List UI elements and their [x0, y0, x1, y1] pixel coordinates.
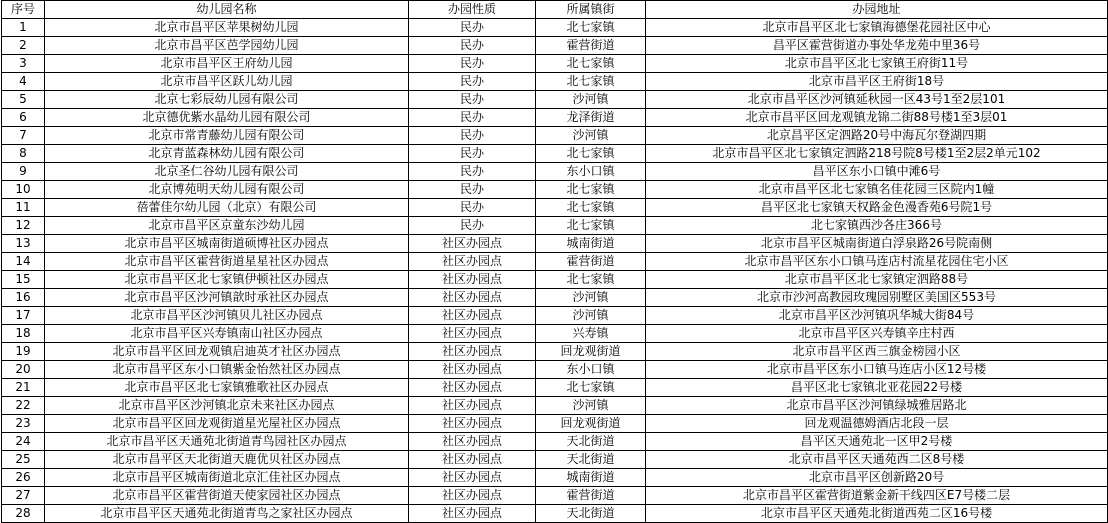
cell-address: 北京市昌平区北七家镇定泗路88号: [646, 271, 1108, 289]
cell-kindergarten-name: 北京市昌平区兴寿镇南山社区办园点: [45, 325, 409, 343]
cell-index: 24: [2, 433, 45, 451]
cell-index: 16: [2, 289, 45, 307]
cell-kindergarten-name: 北京市昌平区霍营街道天使家园社区办园点: [45, 487, 409, 505]
cell-town-street: 北七家镇: [536, 73, 646, 91]
cell-kindergarten-name: 北京市昌平区沙河镇歆时承社区办园点: [45, 289, 409, 307]
header-row: [2, 1, 1108, 19]
cell-town-street: 沙河镇: [536, 397, 646, 415]
cell-type: 社区办园点: [409, 469, 536, 487]
table-row: [2, 307, 1108, 325]
cell-kindergarten-name: 蓓蕾佳尔幼儿园（北京）有限公司: [45, 199, 409, 217]
cell-index: 6: [2, 109, 45, 127]
cell-town-street: 北七家镇: [536, 271, 646, 289]
table-row: [2, 451, 1108, 469]
cell-address: 北京市昌平区北七家镇王府街11号: [646, 55, 1108, 73]
cell-kindergarten-name: 北京市昌平区天通苑北街道青鸟园社区办园点: [45, 433, 409, 451]
cell-type: 社区办园点: [409, 379, 536, 397]
cell-kindergarten-name: 北京市昌平区北七家镇伊顿社区办园点: [45, 271, 409, 289]
header-type: 办园性质: [409, 1, 536, 19]
table-row: [2, 181, 1108, 199]
cell-kindergarten-name: 北京青蓝森林幼儿园有限公司: [45, 145, 409, 163]
cell-address: 北京市昌平区沙河镇延秋园一区43号1至2层101: [646, 91, 1108, 109]
cell-kindergarten-name: 北京德优紫水晶幼儿园有限公司: [45, 109, 409, 127]
cell-town-street: 回龙观街道: [536, 415, 646, 433]
cell-town-street: 东小口镇: [536, 361, 646, 379]
cell-address: 北京市昌平区天通苑西二区8号楼: [646, 451, 1108, 469]
cell-town-street: 霍营街道: [536, 253, 646, 271]
cell-index: 12: [2, 217, 45, 235]
table-row: [2, 253, 1108, 271]
cell-index: 3: [2, 55, 45, 73]
cell-kindergarten-name: 北京市昌平区东小口镇紫金怡然社区办园点: [45, 361, 409, 379]
cell-town-street: 城南街道: [536, 469, 646, 487]
cell-kindergarten-name: 北京市昌平区天通苑北街道青鸟之家社区办园点: [45, 505, 409, 523]
cell-town-street: 天北街道: [536, 433, 646, 451]
cell-kindergarten-name: 北京博苑明天幼儿园有限公司: [45, 181, 409, 199]
cell-type: 社区办园点: [409, 397, 536, 415]
cell-town-street: 天北街道: [536, 451, 646, 469]
table-row: [2, 469, 1108, 487]
table-row: [2, 379, 1108, 397]
cell-town-street: 城南街道: [536, 235, 646, 253]
table-row: [2, 73, 1108, 91]
cell-address: 北京市昌平区北七家镇海德堡花园社区中心: [646, 19, 1108, 37]
table-row: [2, 109, 1108, 127]
cell-town-street: 北七家镇: [536, 55, 646, 73]
cell-type: 民办: [409, 91, 536, 109]
kindergarten-table: [1, 0, 1108, 523]
cell-index: 18: [2, 325, 45, 343]
cell-index: 11: [2, 199, 45, 217]
table-body: [2, 19, 1108, 523]
cell-address: 北京市昌平区天通苑北街道西苑二区16号楼: [646, 505, 1108, 523]
cell-kindergarten-name: 北京市昌平区天北街道天鹿优贝社区办园点: [45, 451, 409, 469]
table-row: [2, 217, 1108, 235]
cell-type: 社区办园点: [409, 487, 536, 505]
cell-type: 社区办园点: [409, 343, 536, 361]
cell-address: 昌平区霍营街道办事处华龙苑中里36号: [646, 37, 1108, 55]
header-kindergarten-name: 幼儿园名称: [45, 1, 409, 19]
cell-town-street: 东小口镇: [536, 163, 646, 181]
table-row: [2, 37, 1108, 55]
cell-address: 回龙观温德姆酒店北段一层: [646, 415, 1108, 433]
cell-type: 民办: [409, 145, 536, 163]
header-address: 办园地址: [646, 1, 1108, 19]
table-row: [2, 289, 1108, 307]
cell-address: 昌平区天通苑北一区甲2号楼: [646, 433, 1108, 451]
table-row: [2, 343, 1108, 361]
cell-index: 8: [2, 145, 45, 163]
cell-type: 民办: [409, 55, 536, 73]
cell-kindergarten-name: 北京市昌平区城南街道北京汇佳社区办园点: [45, 469, 409, 487]
cell-index: 5: [2, 91, 45, 109]
table-row: [2, 55, 1108, 73]
cell-index: 15: [2, 271, 45, 289]
cell-address: 北京市昌平区回龙观镇龙锦二街88号楼1至3层01: [646, 109, 1108, 127]
cell-address: 北京市昌平区北七家镇名佳花园三区院内1幢: [646, 181, 1108, 199]
cell-type: 民办: [409, 217, 536, 235]
cell-address: 北京市昌平区北七家镇定泗路218号院8号楼1至2层2单元102: [646, 145, 1108, 163]
header-index: 序号: [2, 1, 45, 19]
table-row: [2, 163, 1108, 181]
cell-index: 17: [2, 307, 45, 325]
cell-type: 社区办园点: [409, 289, 536, 307]
cell-town-street: 北七家镇: [536, 181, 646, 199]
cell-town-street: 龙泽街道: [536, 109, 646, 127]
cell-index: 20: [2, 361, 45, 379]
cell-kindergarten-name: 北京市昌平区沙河镇北京未来社区办园点: [45, 397, 409, 415]
cell-index: 27: [2, 487, 45, 505]
cell-kindergarten-name: 北京市昌平区芭学园幼儿园: [45, 37, 409, 55]
cell-kindergarten-name: 北京市昌平区沙河镇贝儿社区办园点: [45, 307, 409, 325]
cell-index: 22: [2, 397, 45, 415]
cell-index: 19: [2, 343, 45, 361]
table-row: [2, 397, 1108, 415]
cell-town-street: 北七家镇: [536, 145, 646, 163]
cell-town-street: 沙河镇: [536, 307, 646, 325]
cell-type: 社区办园点: [409, 253, 536, 271]
cell-type: 民办: [409, 109, 536, 127]
cell-type: 社区办园点: [409, 433, 536, 451]
table-row: [2, 415, 1108, 433]
cell-kindergarten-name: 北京市昌平区苹果树幼儿园: [45, 19, 409, 37]
cell-index: 26: [2, 469, 45, 487]
cell-address: 昌平区北七家镇天权路金色漫香苑6号院1号: [646, 199, 1108, 217]
cell-type: 民办: [409, 199, 536, 217]
table-row: [2, 487, 1108, 505]
cell-kindergarten-name: 北京市昌平区王府幼儿园: [45, 55, 409, 73]
cell-address: 北京市沙河高教园玫瑰园别墅区美国区553号: [646, 289, 1108, 307]
table-row: [2, 145, 1108, 163]
cell-town-street: 北七家镇: [536, 19, 646, 37]
cell-kindergarten-name: 北京市昌平区城南街道硕博社区办园点: [45, 235, 409, 253]
cell-address: 北京市昌平区王府街18号: [646, 73, 1108, 91]
cell-kindergarten-name: 北京市昌平区霍营街道星星社区办园点: [45, 253, 409, 271]
cell-type: 社区办园点: [409, 235, 536, 253]
cell-address: 北京市昌平区东小口镇马连店小区12号楼: [646, 361, 1108, 379]
cell-type: 民办: [409, 73, 536, 91]
cell-type: 社区办园点: [409, 451, 536, 469]
cell-kindergarten-name: 北京市昌平区回龙观街道星光屋社区办园点: [45, 415, 409, 433]
cell-index: 14: [2, 253, 45, 271]
cell-type: 社区办园点: [409, 361, 536, 379]
cell-town-street: 霍营街道: [536, 487, 646, 505]
cell-address: 昌平区北七家镇北亚花园22号楼: [646, 379, 1108, 397]
cell-index: 13: [2, 235, 45, 253]
cell-kindergarten-name: 北京圣仁谷幼儿园有限公司: [45, 163, 409, 181]
cell-kindergarten-name: 北京七彩辰幼儿园有限公司: [45, 91, 409, 109]
cell-type: 民办: [409, 163, 536, 181]
cell-type: 社区办园点: [409, 271, 536, 289]
cell-town-street: 北七家镇: [536, 199, 646, 217]
table-row: [2, 433, 1108, 451]
cell-town-street: 沙河镇: [536, 127, 646, 145]
cell-type: 社区办园点: [409, 307, 536, 325]
cell-index: 25: [2, 451, 45, 469]
table-row: [2, 19, 1108, 37]
cell-kindergarten-name: 北京市昌平区北七家镇雅歌社区办园点: [45, 379, 409, 397]
cell-address: 北京市昌平区沙河镇绿城雅居路北: [646, 397, 1108, 415]
table-row: [2, 91, 1108, 109]
cell-address: 昌平区东小口镇中滩6号: [646, 163, 1108, 181]
cell-type: 民办: [409, 37, 536, 55]
cell-address: 北京市昌平区沙河镇巩华城大街84号: [646, 307, 1108, 325]
table-row: [2, 199, 1108, 217]
cell-type: 民办: [409, 19, 536, 37]
cell-kindergarten-name: 北京市昌平区跃儿幼儿园: [45, 73, 409, 91]
table-row: [2, 235, 1108, 253]
table-row: [2, 325, 1108, 343]
cell-kindergarten-name: 北京市昌平区京童东沙幼儿园: [45, 217, 409, 235]
cell-index: 2: [2, 37, 45, 55]
cell-town-street: 北七家镇: [536, 379, 646, 397]
cell-town-street: 兴寿镇: [536, 325, 646, 343]
cell-town-street: 回龙观街道: [536, 343, 646, 361]
cell-address: 北京市昌平区创新路20号: [646, 469, 1108, 487]
cell-type: 社区办园点: [409, 415, 536, 433]
cell-index: 7: [2, 127, 45, 145]
table-row: [2, 361, 1108, 379]
cell-address: 北京市昌平区兴寿镇辛庄村西: [646, 325, 1108, 343]
cell-town-street: 天北街道: [536, 505, 646, 523]
cell-type: 民办: [409, 181, 536, 199]
cell-address: 北京市昌平区城南街道白浮泉路26号院南侧: [646, 235, 1108, 253]
cell-address: 北京市昌平区西三旗金榜园小区: [646, 343, 1108, 361]
cell-town-street: 沙河镇: [536, 289, 646, 307]
cell-type: 民办: [409, 127, 536, 145]
cell-town-street: 沙河镇: [536, 91, 646, 109]
cell-type: 社区办园点: [409, 325, 536, 343]
cell-address: 北京市昌平区霍营街道紫金新干线四区E7号楼二层: [646, 487, 1108, 505]
cell-town-street: 北七家镇: [536, 217, 646, 235]
cell-index: 10: [2, 181, 45, 199]
cell-index: 21: [2, 379, 45, 397]
cell-index: 9: [2, 163, 45, 181]
cell-index: 1: [2, 19, 45, 37]
table-row: [2, 505, 1108, 523]
cell-index: 28: [2, 505, 45, 523]
cell-index: 23: [2, 415, 45, 433]
cell-kindergarten-name: 北京市常青藤幼儿园有限公司: [45, 127, 409, 145]
table-row: [2, 271, 1108, 289]
cell-address: 北七家镇西沙各庄366号: [646, 217, 1108, 235]
cell-index: 4: [2, 73, 45, 91]
cell-kindergarten-name: 北京市昌平区回龙观镇启迪英才社区办园点: [45, 343, 409, 361]
cell-town-street: 霍营街道: [536, 37, 646, 55]
cell-address: 北京市昌平区东小口镇马连店村流星花园住宅小区: [646, 253, 1108, 271]
header-town-street: 所属镇街: [536, 1, 646, 19]
table-row: [2, 127, 1108, 145]
cell-type: 社区办园点: [409, 505, 536, 523]
cell-address: 北京昌平区定泗路20号中海瓦尔登湖四期: [646, 127, 1108, 145]
